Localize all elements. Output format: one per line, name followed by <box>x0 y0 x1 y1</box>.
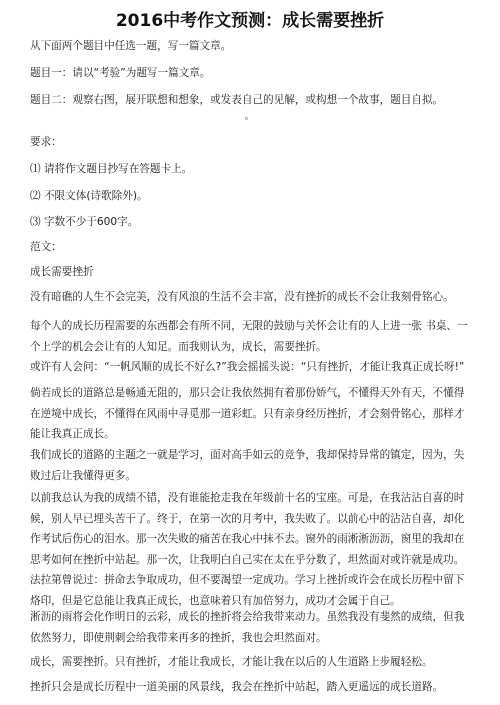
essay-paragraph: 或许有人会问：“一帆风顺的成长不好么?”我会摇摇头说：“只有挫折，才能让我真正成长呀!” <box>30 361 465 373</box>
essay-paragraph: 成长，需要挫折。只有挫折，才能让我成长，才能让我在以后的人生道路上步履轻松。 <box>30 656 433 668</box>
requirements-heading: 要求： <box>30 136 62 148</box>
essay-paragraph: 挫折只会是成长历程中一道美丽的风景线，我会在挫折中站起，踏入更遥远的成长道路。 <box>30 681 444 693</box>
topic-one: 题目一：请以“考验”为题写一篇文章。 <box>30 67 211 79</box>
essay-label: 范文： <box>30 241 62 253</box>
instructions-intro: 从下面两个题目中任选一题，写一篇文章。 <box>30 40 232 52</box>
topic-two: 题目二：观察右图，展开联想和想象，或发表自己的见解，或构想一个故事，题目自拟。 <box>30 94 444 106</box>
image-placeholder-icon <box>245 117 248 120</box>
essay-paragraph: 淅沥的雨将会化作明日的云彩，成长的挫折将会给我带来动力。虽然我没有斐然的成绩，但我依然努力，即使荆刺会给我带来再多的挫折，我也会坦然面对。 <box>30 611 465 644</box>
essay-paragraph: 倘若成长的道路总是畅通无阻的，那只会让我依然拥有着那份娇气，不懂得天外有天，不懂得在逆境中成长，不懂得在风雨中寻觅那一道彩虹。只有亲身经历挫折，才会刻骨铭心，那样才能让我真正成长。 <box>30 387 465 440</box>
essay-paragraph: 没有暗礁的人生不会完美，没有风浪的生活不会丰富，没有挫折的成长不会让我刻骨铭心。 <box>30 291 454 303</box>
page-title: 2016中考作文预测：成长需要挫折 <box>115 11 385 31</box>
requirement-item: ⑵ 不限文体(诗歌除外)。 <box>30 190 148 202</box>
requirement-item: ⑶ 字数不少于600字。 <box>30 216 139 228</box>
essay-title: 成长需要挫折 <box>30 266 94 278</box>
essay-paragraph: 我们成长的道路的主题之一就是学习，面对高手如云的竞争，我却保持异常的镇定，因为，失败过后让我懂得更多。 <box>30 449 465 482</box>
requirement-item: ⑴ 请将作文题目抄写在答题卡上。 <box>30 163 193 175</box>
essay-paragraph: 以前我总认为我的成绩不错，没有谁能抢走我在年级前十名的宝座。可是，在我沾沾自喜的时候，别人早已埋头苦干了。终于，在第一次的月考中，我失败了。以前心中的沾沾自喜，却化作考试后伤心的泪水。那一次失败的痛苦在我心中抹不去。窗外的雨淅淅沥沥，窗里的我却在思考如何在挫折中站起。那一次，让我明白自己实在太在乎分数了，坦然面对或许就是成功。法拉第曾说过：拼命去争取成功，但不要渴望一定成功。学习上挫折或许会在成长历程中留下烙印，但是它总能让我真正成长，也意味着只有加倍努力，成功才会属于自己。 <box>30 492 465 607</box>
essay-paragraph: 每个人的成长历程需要的东西都会有所不同，无限的鼓励与关怀会让有的人上进一张 书桌、一个上学的机会会让有的人知足。而我则认为，成长，需要挫折。 <box>30 320 468 353</box>
